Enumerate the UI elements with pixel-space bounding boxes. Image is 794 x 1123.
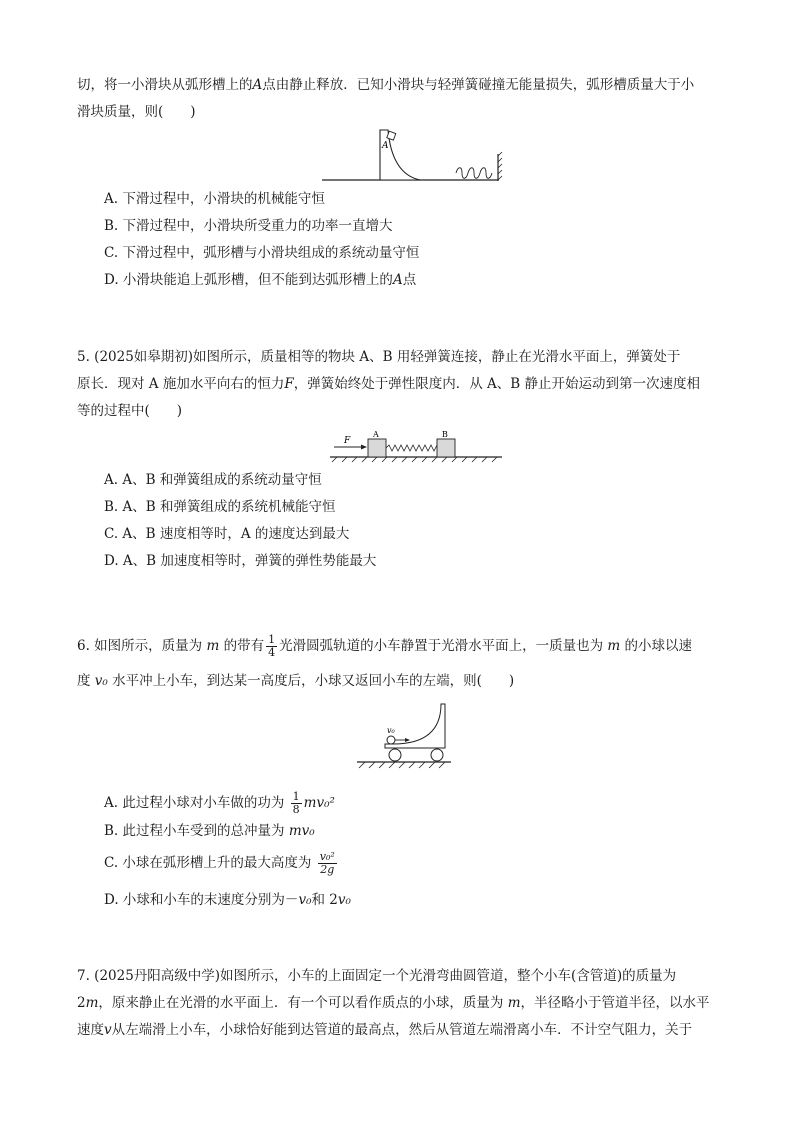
block-A (368, 439, 386, 457)
text: 水平冲上小车，到达某一高度后，小球又返回小车的左端，则( ) (112, 673, 515, 689)
text: ，原来静止在光滑的水平面上．有一个可以看作质点的小球，质量为 (98, 995, 504, 1011)
velocity-v: v (104, 1022, 112, 1038)
label-B: B (442, 430, 448, 439)
q5-option-B[interactable]: B. A、B 和弹簧组成的系统机械能守恒 (104, 499, 336, 515)
text: 点 (402, 272, 417, 288)
text: C. 小球在弧形槽上升的最大高度为 (104, 855, 312, 871)
velocity-v0: v₀ (94, 673, 108, 689)
arrow-head (361, 445, 367, 450)
fraction-height (318, 851, 337, 876)
q4-option-D[interactable] (104, 270, 416, 290)
velocity: v₀ (298, 892, 312, 908)
text: B. 此过程小车受到的总冲量为 (104, 823, 285, 839)
q4-option-B[interactable]: B. 下滑过程中，小滑块所受重力的功率一直增大 (104, 218, 393, 234)
text: 的带有 (223, 638, 265, 654)
text: D. 小球和小车的末速度分别为－ (104, 892, 299, 908)
point-A: A (392, 272, 403, 288)
mass-m: m (607, 638, 621, 654)
text: 速度 (77, 1022, 104, 1038)
label-A: A (382, 141, 389, 151)
text: ，半径略小于管道半径，以水平 (520, 995, 710, 1011)
q5-stem-line1: 5. (2025如皋期初)如图所示，质量相等的物块 A、B 用轻弹簧连接，静止在光滑水平面上，弹簧处于 (77, 349, 681, 365)
block-B (437, 439, 455, 457)
text: 的小球以速 (624, 638, 692, 654)
mass-m: m (85, 995, 99, 1011)
label-A: A (373, 430, 379, 439)
q5-option-D[interactable]: D. A、B 加速度相等时，弹簧的弹性势能最大 (104, 553, 377, 569)
spring (456, 168, 492, 179)
expression: mv₀² (303, 795, 335, 811)
text: 和 2 (311, 892, 338, 908)
label-F: F (344, 436, 351, 446)
mass-m: m (206, 638, 220, 654)
q4-option-A[interactable]: A. 下滑过程中，小滑块的机械能守恒 (104, 191, 325, 207)
text: 从左端滑上小车，小球恰好能到达管道的最高点，然后从管道左端滑离小车．不计空气阻力，关于 (111, 1022, 693, 1038)
q6-option-A[interactable] (104, 786, 335, 820)
text: 光滑圆弧轨道的小车静置于光滑水平面上，一质量也为 (279, 638, 604, 654)
text: A. 此过程小球对小车做的功为 (104, 795, 285, 811)
denominator: 2g (320, 863, 335, 876)
q4-option-C[interactable]: C. 下滑过程中，弧形槽与小滑块组成的系统动量守恒 (104, 245, 420, 261)
expression: mv₀ (288, 823, 315, 839)
wheel-right (431, 749, 443, 761)
q4-figure (322, 126, 502, 184)
text: D. 小滑块能追上弧形槽，但不能到达弧形槽上的 (104, 272, 393, 288)
wheel-left (389, 749, 401, 761)
q5-figure (330, 428, 505, 464)
q4-stem-line1 (77, 72, 717, 99)
q4-stem-line2: 滑块质量，则( ) (77, 104, 196, 120)
q7-stem-line2 (77, 990, 717, 1017)
text: 2 (77, 995, 86, 1011)
q6-stem-line2 (77, 668, 717, 695)
q5-stem-line2 (77, 371, 717, 398)
q6-stem-line1 (77, 633, 717, 660)
numerator: 1 (268, 633, 276, 646)
arrow-head (405, 738, 410, 742)
text: 6. 如图所示，质量为 (77, 638, 203, 654)
denominator: 4 (268, 646, 276, 659)
q7-stem-line1: 7. (2025丹阳高级中学)如图所示，小车的上面固定一个光滑弯曲圆管道，整个小车(含管道)的质量为 (77, 968, 677, 984)
ground-hatch (332, 457, 497, 462)
mass-m: m (507, 995, 521, 1011)
velocity: v₀ (337, 892, 351, 908)
text: 点由静止释放．已知小滑块与轻弹簧碰撞无能量损失，弧形槽质量大于小 (262, 77, 695, 93)
q6-option-D[interactable] (104, 890, 351, 910)
text: 原长．现对 A 施加水平向右的恒力 (77, 376, 285, 392)
arc-groove (380, 130, 420, 180)
ball (387, 736, 395, 744)
text: 切，将一小滑块从弧形槽上的 (77, 77, 253, 93)
point-A: A (252, 77, 263, 93)
q5-option-C[interactable]: C. A、B 速度相等时，A 的速度达到最大 (104, 526, 350, 542)
text: 度 (77, 673, 91, 689)
q7-stem-line3 (77, 1017, 717, 1044)
label-v0: v₀ (387, 726, 395, 735)
wall-hatch (498, 152, 502, 180)
q6-option-B[interactable] (104, 821, 315, 841)
text: ，弹簧始终处于弹性限度内．从 A、B 静止开始运动到第一次速度相 (293, 376, 700, 392)
fraction-quarter (266, 634, 277, 659)
q6-option-C[interactable] (104, 846, 339, 880)
q5-option-A[interactable]: A. A、B 和弹簧组成的系统动量守恒 (104, 472, 322, 488)
fraction-1-8 (291, 791, 302, 816)
denominator: 8 (292, 803, 300, 816)
numerator: v₀² (319, 850, 335, 863)
force-F: F (284, 376, 294, 392)
q6-figure (357, 700, 453, 772)
ground-hatch (359, 762, 445, 768)
q5-stem-line3: 等的过程中( ) (77, 403, 183, 419)
numerator: 1 (292, 790, 300, 803)
